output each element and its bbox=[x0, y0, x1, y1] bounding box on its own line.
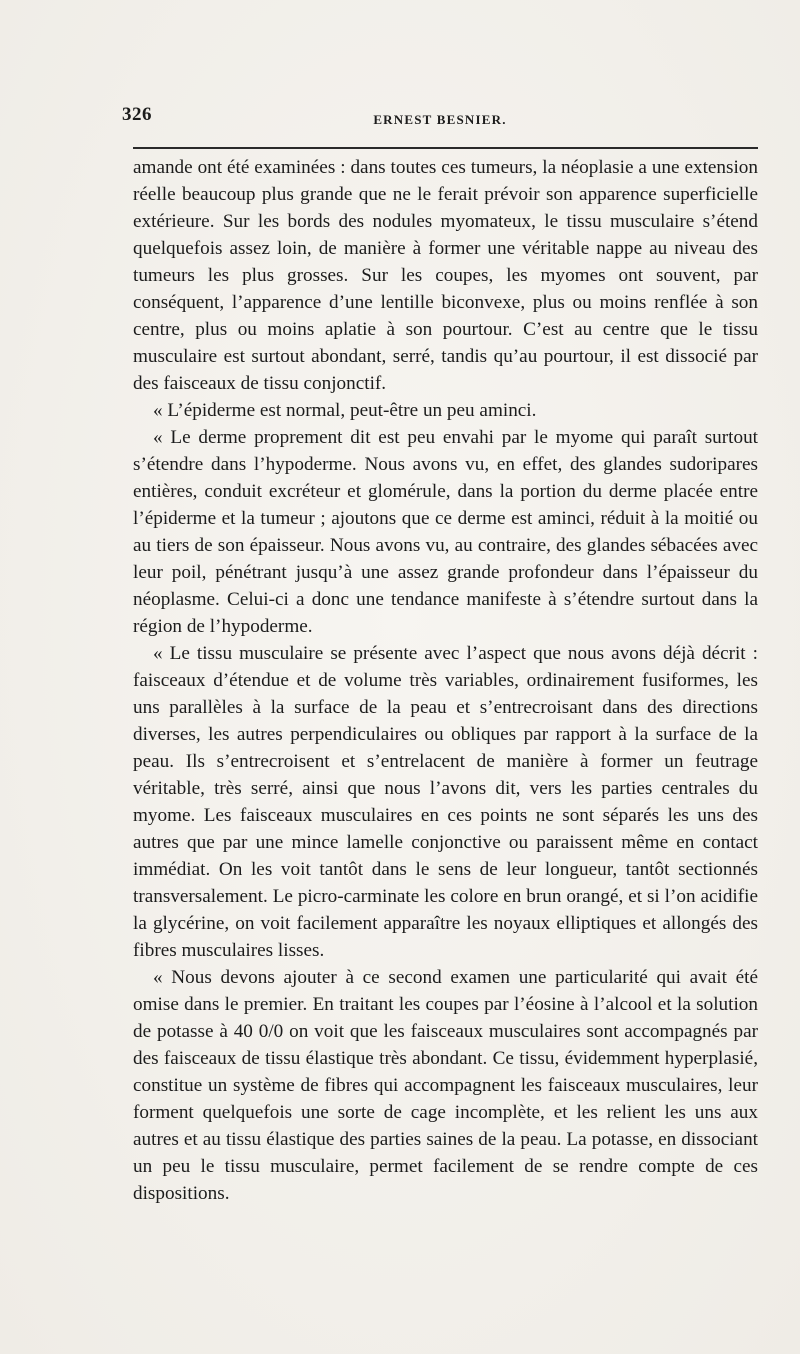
running-head: ERNEST BESNIER. bbox=[373, 112, 507, 127]
page-header bbox=[122, 104, 758, 134]
paragraph-tissu-musculaire: « Le tissu musculaire se présente avec l’aspect que nous avons déjà décrit : faisceaux d’étendue et de volume très variables, ordinairement fusiformes, les uns parallèles à la surface de la peau et s’entrecroisant dans des directions diverses, les autres perpendiculaires ou obliques par rapport à la surface de la peau. Ils s’entrecroisent et s’entrelacent de manière à former un feutrage véritable, très serré, ainsi que nous l’avons dit, vers les parties centrales du myome. Les faisceaux musculaires en ces points ne sont séparés les uns des autres que par une mince lamelle conjonctive ou paraissent même en contact immédiat. On les voit tantôt dans le sens de leur longueur, tantôt sectionnés transversalement. Le picro-carminate les colore en brun orangé, et si l’on acidifie la glycérine, on voit facilement apparaître les noyaux elliptiques et allongés des fibres musculaires lisses. bbox=[133, 643, 758, 961]
body-text bbox=[133, 154, 758, 1207]
paragraph-epiderme: « L’épiderme est normal, peut-être un peu aminci. bbox=[153, 400, 537, 421]
paragraph-derme: « Le derme proprement dit est peu envahi par le myome qui paraît surtout s’étendre dans l’hypoderme. Nous avons vu, en effet, des glandes sudoripares entières, conduit excréteur et glomérule, dans la portion du derme placée entre l’épiderme et la tumeur ; ajoutons que ce derme est aminci, réduit à la moitié ou au tiers de son épaisseur. Nous avons vu, au contraire, des glandes sébacées avec leur poil, pénétrant jusqu’à une assez grande profondeur dans l’épaisseur du néoplasme. Celui-ci a donc une tendance manifeste à s’étendre surtout dans la région de l’hypoderme. bbox=[133, 427, 758, 637]
paragraph-continuation: amande ont été examinées : dans toutes ces tumeurs, la néoplasie a une extension réelle beaucoup plus grande que ne le ferait prévoir son apparence superficielle extérieure. Sur les bords des nodules myomateux, le tissu musculaire s’étend quelquefois assez loin, de manière à former une véritable nappe au niveau des tumeurs les plus grosses. Sur les coupes, les myomes ont souvent, par conséquent, l’apparence d’une lentille biconvexe, plus ou moins renflée à son centre, plus ou moins aplatie à son pourtour. C’est au centre que le tissu musculaire est surtout abondant, serré, tandis qu’au pourtour, il est dissocié par des faisceaux de tissu conjonctif. bbox=[133, 157, 758, 394]
paragraph-tissu-elastique: « Nous devons ajouter à ce second examen une particularité qui avait été omise dans le premier. En traitant les coupes par l’éosine à l’alcool et la solution de potasse à 40 0/0 on voit que les faisceaux musculaires sont accompagnés par des faisceaux de tissu élastique très abondant. Ce tissu, évidemment hyperplasié, constitue un système de fibres qui accompagnent les faisceaux musculaires, leur forment quelquefois une sorte de cage incomplète, et les relient les uns aux autres et au tissu élastique des parties saines de la peau. La potasse, en dissociant un peu le tissu musculaire, permet facilement de se rendre compte de ces dispositions. bbox=[133, 967, 758, 1204]
page-number: 326 bbox=[122, 104, 152, 125]
header-rule bbox=[133, 147, 758, 149]
